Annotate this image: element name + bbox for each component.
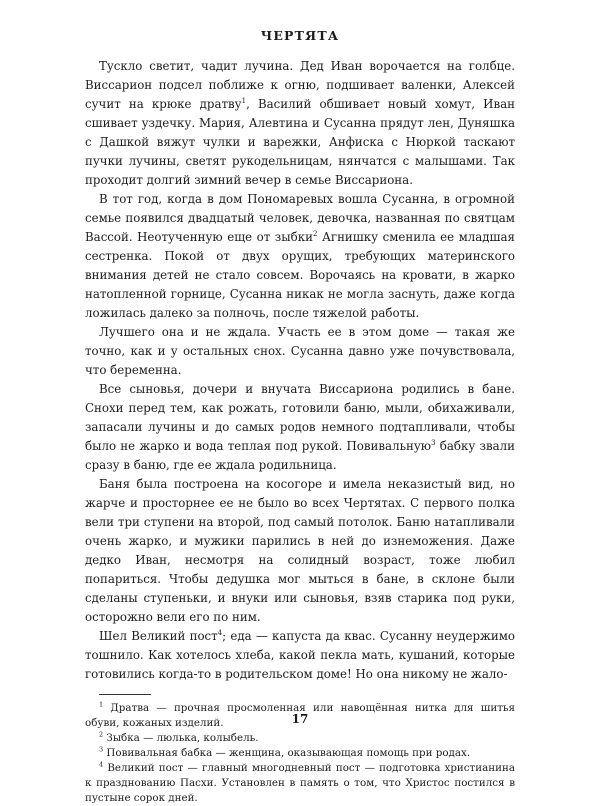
paragraph (85, 323, 515, 380)
footnote (85, 731, 515, 746)
footnote-ref: 3 (431, 439, 436, 448)
footnote (85, 761, 515, 806)
paragraph-text: бабку звали сразу в баню, где ее ждала родильница. (85, 439, 515, 472)
page-number: 17 (291, 712, 309, 726)
paragraph-text: , Василий обшивает новый хомут, Иван сшивает уздечку. Мария, Алевтина и Сусанна прядут лен, Дуняшка с Дашкой вяжут чулки и варежки, Анфиска с Нюркой таскают пучки лучины, светят рукодельницам, нянчатся с малышами. Так проходит долгий зимний вечер в семье Виссариона. (85, 97, 515, 187)
paragraph-text: Все сыновья, дочери и внучата Виссариона родились в бане. Снохи перед тем, как рожать, готовили баню, мыли, обихаживали, запасали лучины и до самых родов немного подтапливали, чтобы было не жарко и вода теплая под рукой. Повивальную (85, 382, 515, 453)
paragraph-text: Лучшего она и не ждала. Участь ее в этом доме — такая же точно, как и у остальных снох. Сусанна давно уже почувствовала, что беременна. (85, 325, 515, 377)
footnote-ref: 4 (217, 629, 223, 638)
main-text (85, 57, 515, 684)
paragraph-text: Агнишку сменила ее младшая сестренка. Покой от двух орущих, требующих материнского внимания детей не стало совсем. Ворочаясь на кровати, в жарко натопленной горнице, Сусанна никак не могла заснуть, даже когда ложилась далеко за полночь, после тяжелой работы. (85, 230, 515, 320)
chapter-title: ЧЕРТЯТА (260, 28, 340, 43)
paragraph (85, 190, 515, 323)
paragraph-text: Шел Великий пост (99, 629, 218, 643)
footnote-number: 4 (99, 760, 104, 769)
paragraph-text: В тот год, когда в дом Пономаревых вошла Сусанна, в огромной семье появился двадцатый человек, девочка, названная по святцам Вассой. Неотученную еще от зыбки (85, 192, 515, 244)
paragraph (85, 627, 515, 684)
page-body (85, 28, 515, 806)
paragraph (85, 475, 515, 627)
paragraph-text: Баня была построена на косогоре и имела неказистый вид, но жарче и просторнее ее не было во всех Чертятах. С первого полка вели три ступени на второй, под самый потолок. Баню натапливали очень жарко, и мужики парились в ней до изнеможения. Даже дедко Иван, несмотря на солидный возраст, тоже любил попариться. Чтобы дедушка мог мыться в бане, в склоне были сделаны ступеньки, и внуки или сыновья, взяв старика под руки, осторожно вели его по ним. (85, 477, 515, 624)
footnote-text: Повивальная бабка — женщина, оказывающая помощь при родах. (103, 747, 471, 759)
footnote-ref: 2 (312, 230, 318, 239)
footnote (85, 746, 515, 761)
footnote-divider (99, 694, 151, 695)
footnote-text: Зыбка — люлька, колыбель. (103, 732, 259, 744)
footnote-number: 1 (99, 700, 104, 709)
footnote-ref: 1 (241, 97, 247, 106)
footnote-number: 3 (99, 745, 104, 754)
paragraph-text: ; еда — капуста да квас. Сусанну неудержимо тошнило. Как хотелось хлеба, какой пекла мать, кушаний, которые готовились когда-то в родительском доме! Но она никому не жало- (85, 629, 516, 681)
paragraph (85, 57, 515, 190)
paragraph (85, 380, 515, 475)
footnote-number: 2 (99, 730, 104, 739)
footnote-text: Дратва — прочная просмоленная или навощённая нитка для шитья обуви, кожаных изделий. (85, 702, 515, 729)
paragraph-text: Тускло светит, чадит лучина. Дед Иван ворочается на голбце. Виссарион подсел поближе к огню, подшивает валенки, Алексей сучит на крюке дратву (85, 59, 515, 111)
footnote-text: Великий пост — главный многодневный пост — подготовка христианина к празднованию Пасхи. Установлен в память о том, что Христос постился в пустыне сорок дней. (85, 762, 515, 804)
